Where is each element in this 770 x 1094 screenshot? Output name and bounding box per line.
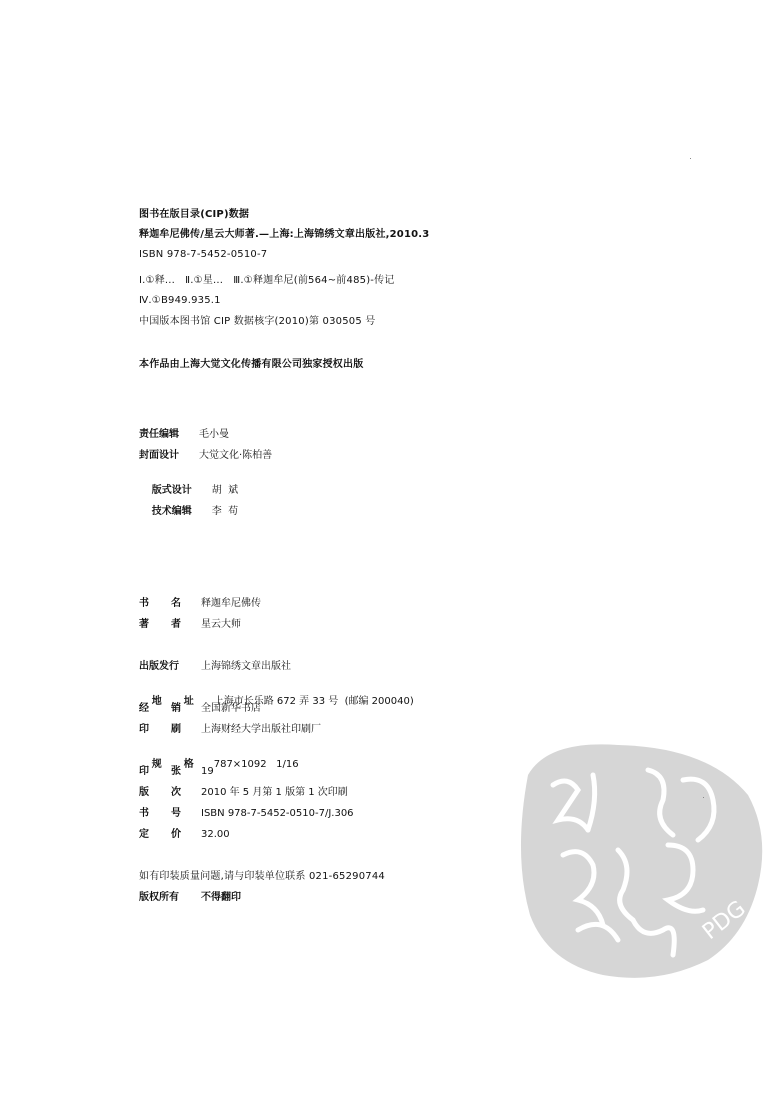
- scan-speck: [703, 797, 704, 798]
- cip-approval: 中国版本图书馆 CIP 数据核字(2010)第 030505 号: [139, 316, 376, 327]
- seal-pdg-text: PDG: [698, 896, 751, 945]
- pub-label: 次: [171, 787, 181, 798]
- pub-row: [139, 702, 261, 716]
- pub-value: 2010 年 5 月第 1 版第 1 次印刷: [201, 787, 348, 798]
- pub-label: 书: [139, 808, 149, 819]
- quality-notice: 如有印装质量问题,请与印装单位联系 021-65290744: [139, 871, 385, 882]
- rights-label: 版权所有: [139, 892, 179, 903]
- authorization-statement: 本作品由上海大觉文化传播有限公司独家授权出版: [139, 359, 364, 370]
- pub-label: 址: [183, 696, 194, 707]
- rights-row: [139, 891, 241, 905]
- book-value: 释迦牟尼佛传: [201, 598, 261, 609]
- book-row: [139, 597, 261, 611]
- pub-label: 版: [139, 787, 149, 798]
- pdg-watermark-seal: [508, 735, 770, 985]
- book-label: 著: [139, 619, 149, 630]
- staff-row: [139, 428, 229, 442]
- staff-row: [139, 491, 238, 533]
- pub-label: 出版发行: [139, 661, 179, 672]
- pub-label: 刷: [171, 724, 181, 735]
- pub-label: 定: [139, 829, 149, 840]
- cip-subjects: Ⅰ.①释... Ⅱ.①星... Ⅲ.①释迦牟尼(前564~前485)-传记: [139, 275, 395, 286]
- pub-label: 经: [139, 703, 149, 714]
- pub-label: 地: [151, 696, 162, 707]
- book-label: 名: [171, 598, 181, 609]
- pub-value: 全国新华书店: [201, 703, 261, 714]
- pub-label: 价: [171, 829, 181, 840]
- book-label: 者: [171, 619, 181, 630]
- staff-row: [139, 449, 272, 463]
- staff-label: 封面设计: [139, 450, 179, 461]
- pub-value: 上海锦绣文章出版社: [201, 661, 291, 672]
- book-value: 星云大师: [201, 619, 241, 630]
- pub-value: 787×1092 1/16: [213, 759, 299, 770]
- scan-speck: [690, 158, 691, 159]
- staff-label: 责任编辑: [139, 429, 179, 440]
- staff-value: 李 苟: [211, 506, 239, 517]
- pub-label: 号: [171, 808, 181, 819]
- staff-label: 技术编辑: [151, 506, 192, 517]
- pub-row: [139, 786, 348, 800]
- cip-heading: 图书在版目录(CIP)数据: [139, 209, 250, 220]
- pub-value: 上海财经大学出版社印刷厂: [201, 724, 321, 735]
- book-row: [139, 618, 241, 632]
- pub-label: 张: [171, 766, 181, 777]
- staff-value: 胡 斌: [211, 485, 239, 496]
- pub-label: 销: [171, 703, 181, 714]
- pub-row: [139, 807, 354, 821]
- pub-label: 格: [183, 759, 194, 770]
- cip-classification: Ⅳ.①B949.935.1: [139, 295, 221, 306]
- pub-row: [139, 765, 214, 779]
- pub-label: 印: [139, 766, 149, 777]
- pub-value: 19: [201, 766, 214, 777]
- cip-isbn: ISBN 978-7-5452-0510-7: [139, 249, 268, 260]
- pub-row: [139, 660, 291, 674]
- pub-value: 32.00: [201, 829, 230, 840]
- cip-record-line: 释迦牟尼佛传/星云大师著.—上海:上海锦绣文章出版社,2010.3: [139, 229, 430, 240]
- pub-value: 上海市长乐路 672 弄 33 号 (邮编 200040): [213, 696, 414, 707]
- pub-row: [139, 828, 230, 842]
- book-label: 书: [139, 598, 149, 609]
- staff-label: 版式设计: [151, 485, 192, 496]
- pub-label: 印: [139, 724, 149, 735]
- rights-value: 不得翻印: [201, 892, 241, 903]
- pub-value: ISBN 978-7-5452-0510-7/J.306: [201, 808, 354, 819]
- pub-label: 规: [151, 759, 162, 770]
- staff-value: 毛小曼: [199, 429, 229, 440]
- pub-row: [139, 723, 321, 737]
- staff-value: 大觉文化·陈柏善: [199, 450, 273, 461]
